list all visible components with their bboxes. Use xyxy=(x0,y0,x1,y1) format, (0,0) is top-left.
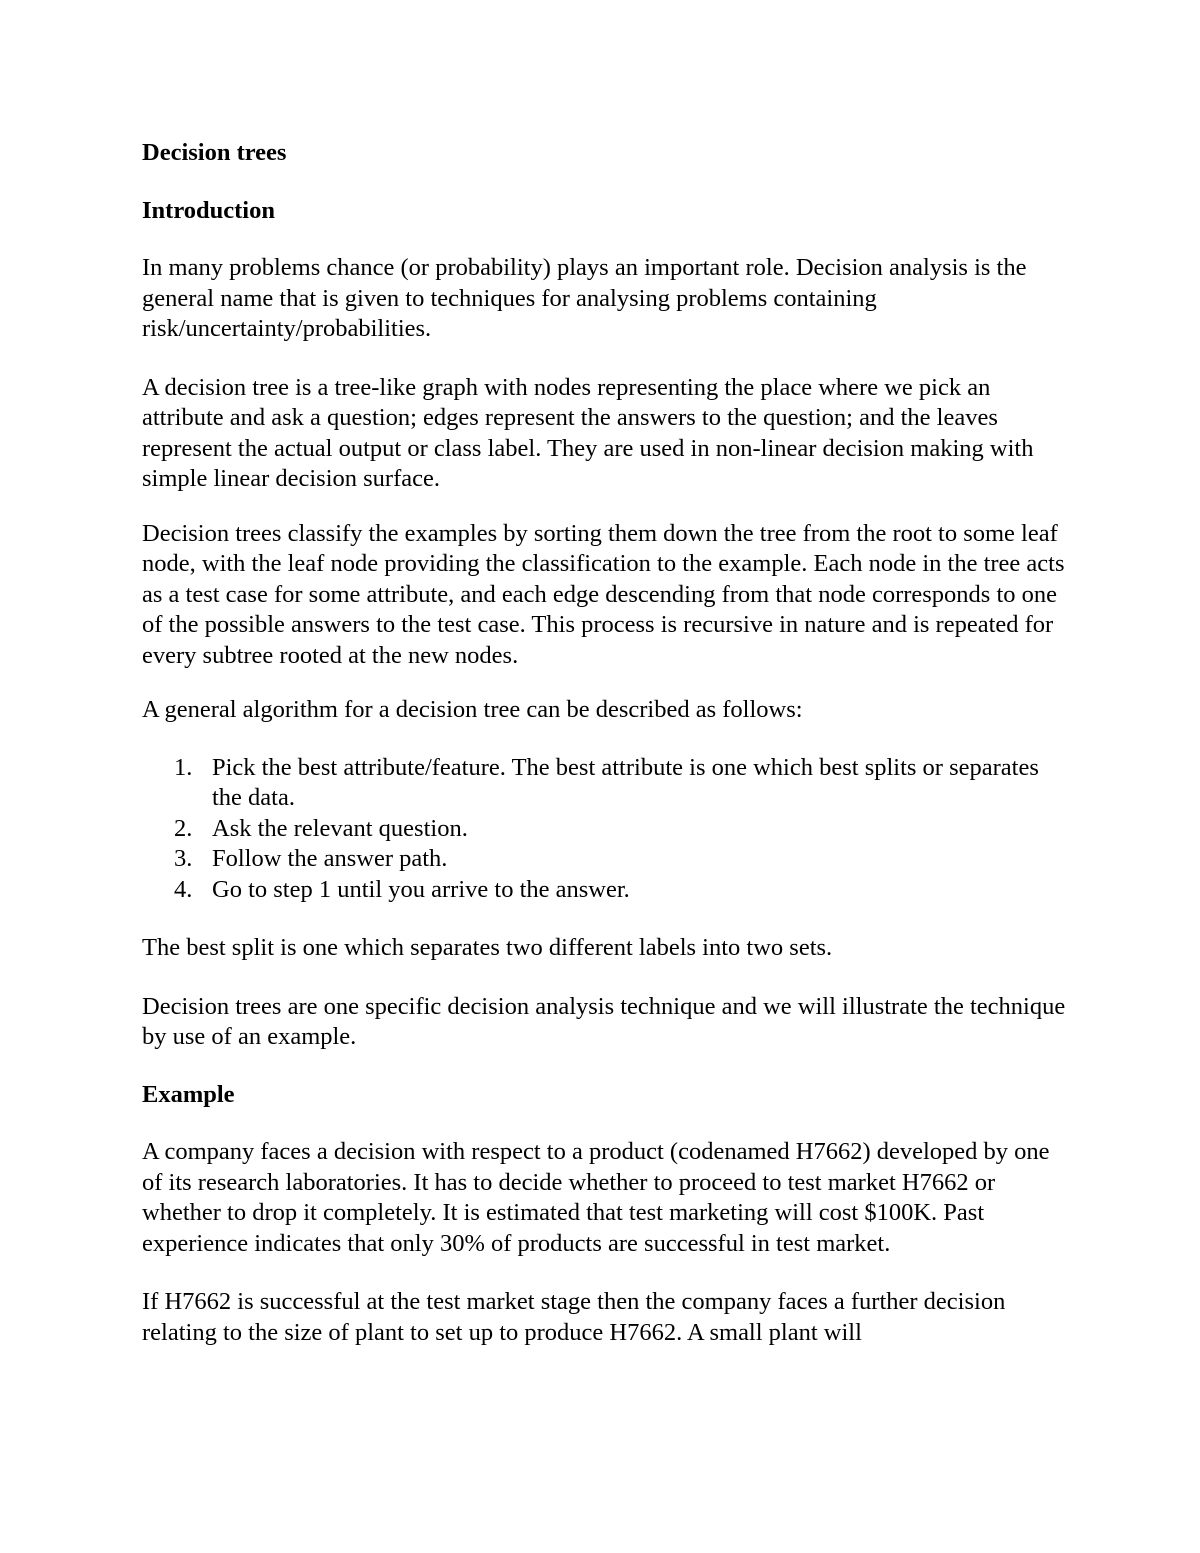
section-heading-introduction: Introduction xyxy=(142,196,275,224)
section-heading-example: Example xyxy=(142,1080,235,1108)
list-item xyxy=(142,875,1072,906)
intro-paragraph-3: Decision trees classify the examples by sorting them down the tree from the root to some leaf node, with the leaf node providing the classification to the example. Each node in the tree acts as a test case for some attribute, and each edge descending from that node corresponds to one of the possible answers to the test case. This process is recursive in nature and is repeated for every subtree rooted at the new nodes. xyxy=(142,519,1065,669)
list-item xyxy=(142,844,1072,875)
intro-paragraph-technique: Decision trees are one specific decision analysis technique and we will illustrate the technique by use of an example. xyxy=(142,992,1066,1050)
list-item xyxy=(142,753,1072,814)
example-paragraph-1: A company faces a decision with respect to a product (codenamed H7662) developed by one of its research laboratories. It has to decide whether to proceed to test market H7662 or whether to drop it completely. It is estimated that test marketing will cost $100K. Past experience indicates that only 30% of products are successful in test market. xyxy=(142,1138,1050,1257)
list-item-text: Follow the answer path. xyxy=(212,845,448,872)
list-item-number: 3. xyxy=(174,845,193,872)
intro-paragraph-best-split: The best split is one which separates two different labels into two sets. xyxy=(142,934,833,961)
list-item-text: Go to step 1 until you arrive to the answer. xyxy=(212,875,630,903)
list-item xyxy=(142,814,1072,845)
algorithm-steps-list xyxy=(142,753,1072,906)
intro-paragraph-4: A general algorithm for a decision tree can be described as follows: xyxy=(142,696,803,723)
list-item-number: 2. xyxy=(174,814,193,842)
intro-paragraph-1: In many problems chance (or probability) plays an important role. Decision analysis is the general name that is given to techniques for analysing problems containing risk/uncertainty/probabilities. xyxy=(142,254,1027,342)
intro-paragraph-2: A decision tree is a tree-like graph with nodes representing the place where we pick an attribute and ask a question; edges represent the answers to the question; and the leaves represent the actual output or class label. They are used in non-linear decision making with simple linear decision surface. xyxy=(142,373,1034,492)
list-item-number: 4. xyxy=(174,875,193,903)
list-item-number: 1. xyxy=(174,753,193,781)
document-body xyxy=(142,138,1072,1348)
list-item-text: Pick the best attribute/feature. The best attribute is one which best splits or separates the data. xyxy=(212,753,1039,811)
document-title: Decision trees xyxy=(142,139,287,166)
list-item-text: Ask the relevant question. xyxy=(212,814,468,842)
example-paragraph-2: If H7662 is successful at the test market stage then the company faces a further decision relating to the size of plant to set up to produce H7662. A small plant will xyxy=(142,1288,1006,1346)
